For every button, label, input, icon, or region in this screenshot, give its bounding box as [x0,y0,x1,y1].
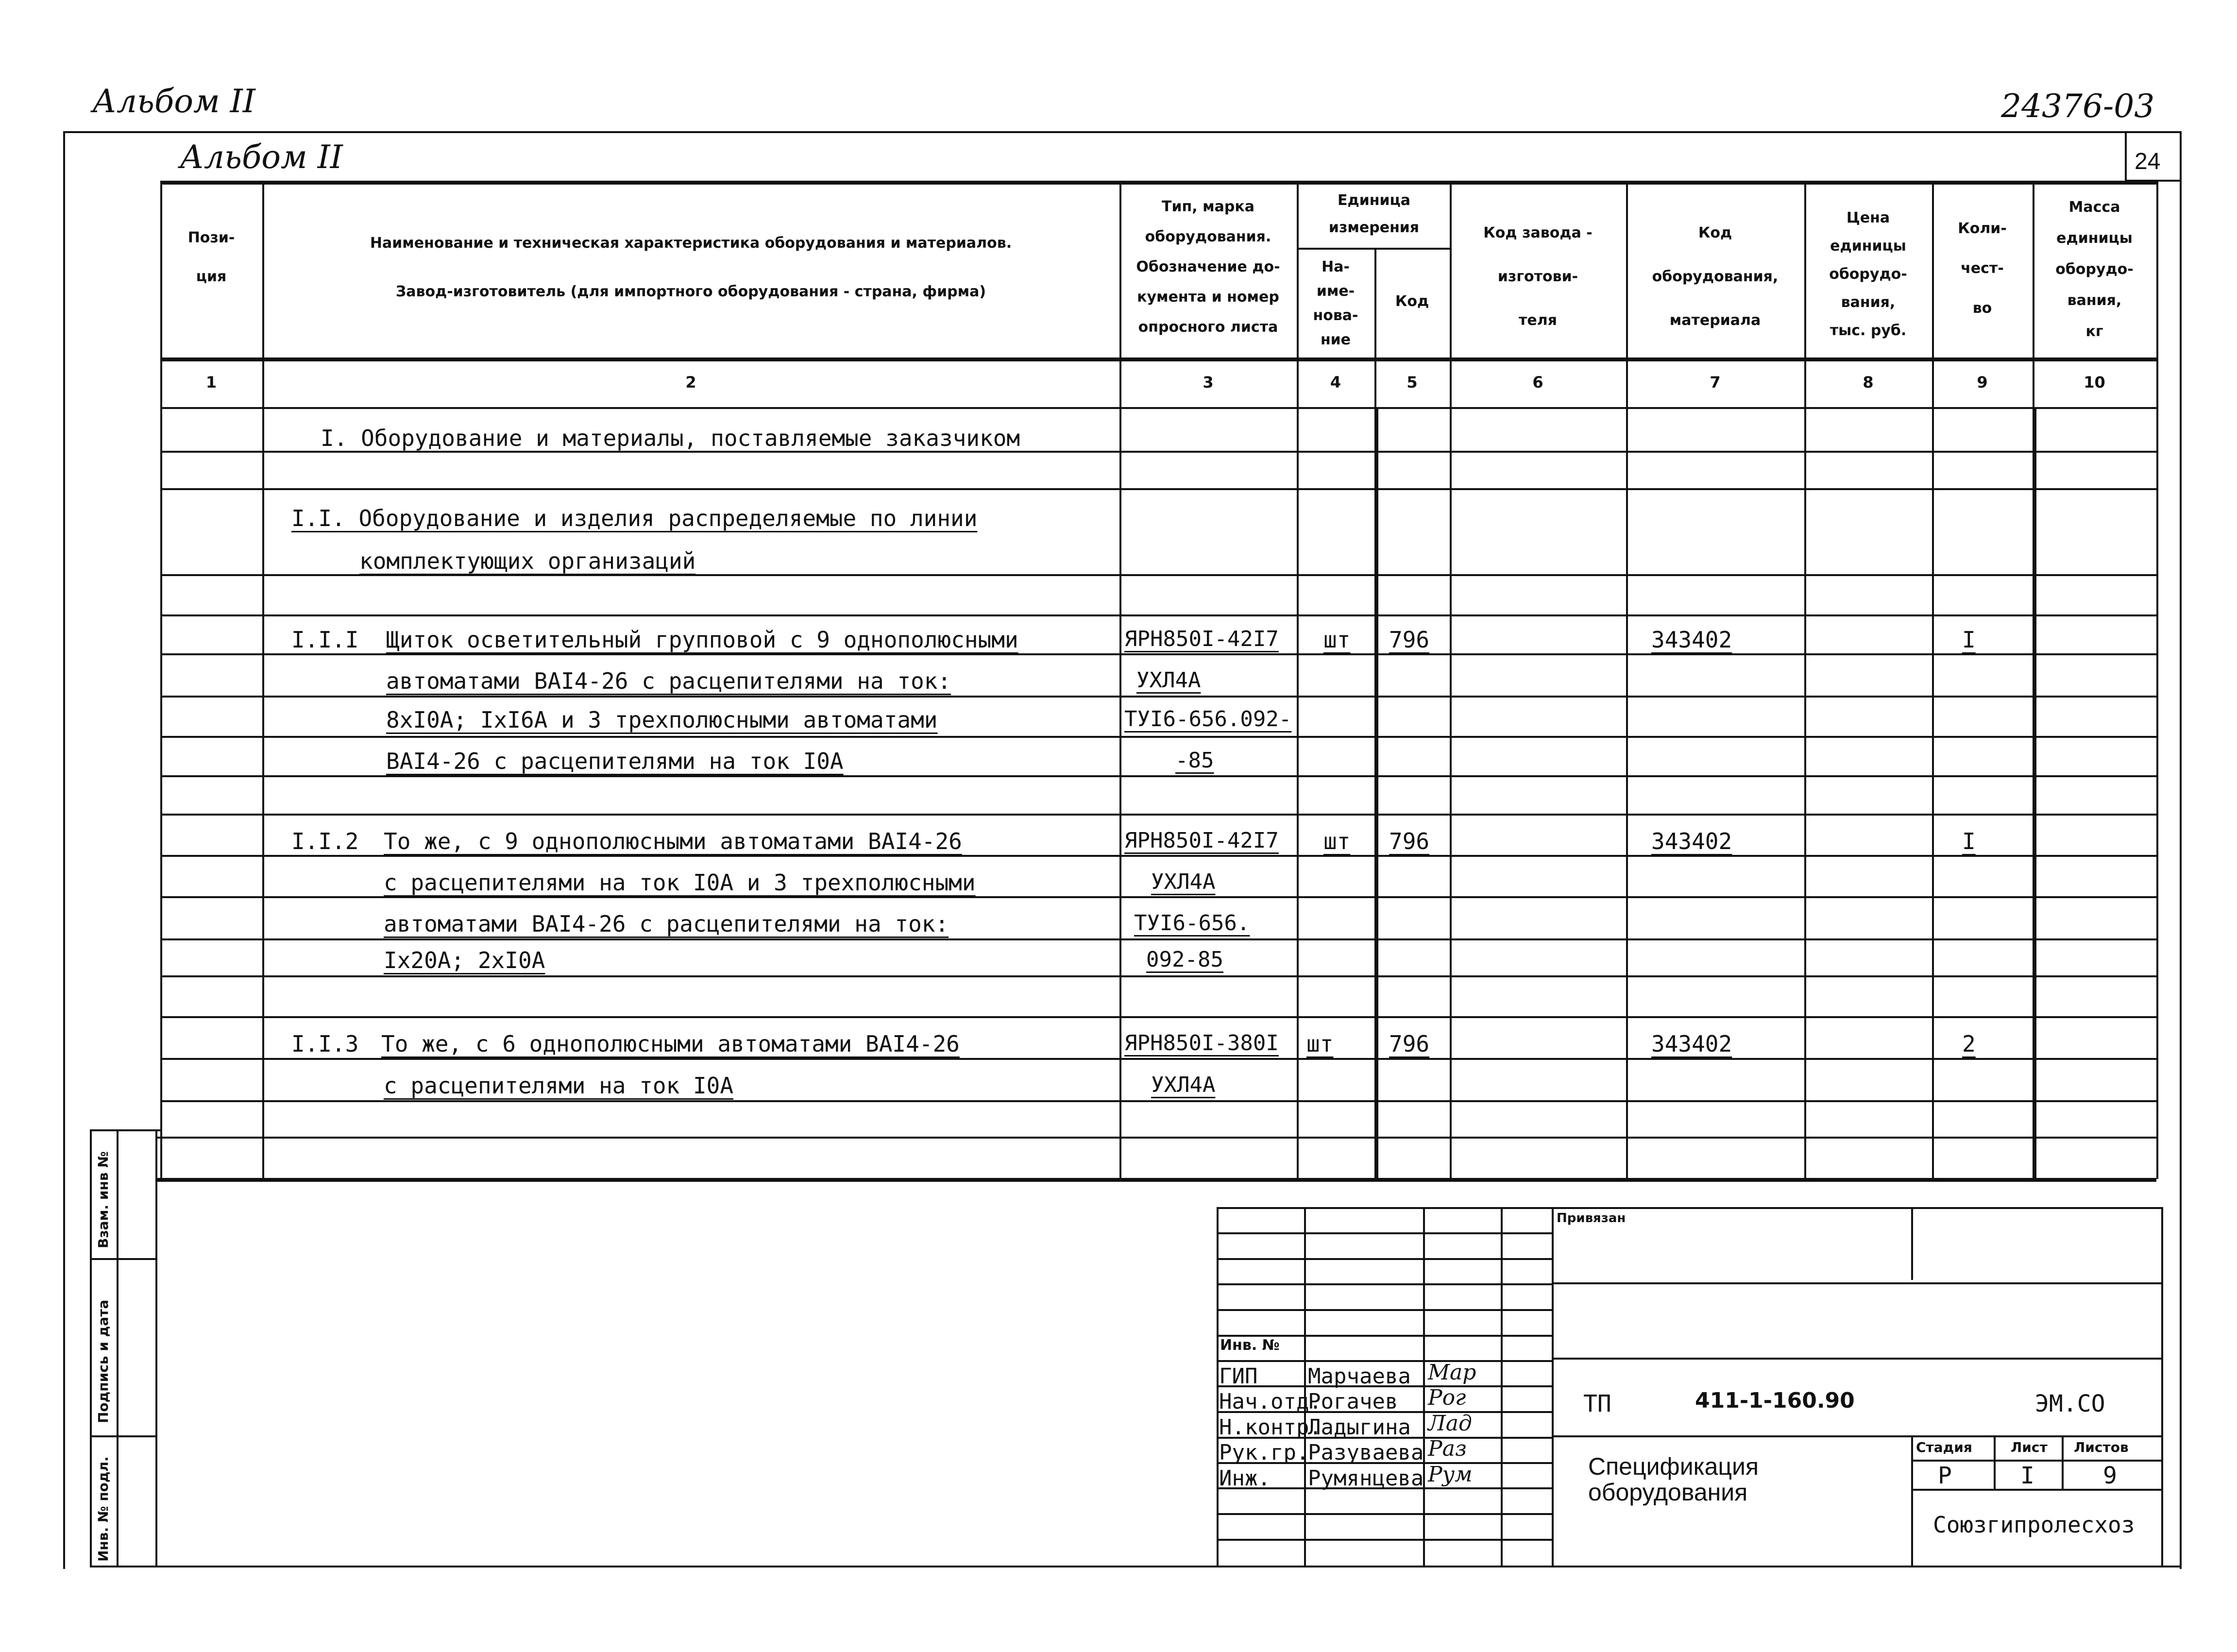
item-name-line: автоматами ВАI4-26 с расцепителями на ток: [386,668,951,694]
title-block-line [1217,1258,1552,1260]
header-manufacturer-code: Код завода - изготови- теля [1483,224,1593,329]
item-name-line: Ix20A; 2xI0A [384,947,545,973]
role-label: Инж. [1219,1466,1271,1491]
side-stamp-top [90,1129,160,1131]
side-stamp-line [90,1258,155,1260]
column-number: 6 [1532,373,1543,392]
column-line [160,181,162,1179]
row-line [160,653,2156,655]
frame-top-line [63,131,2181,133]
signature: Раз [1428,1436,1467,1461]
person-name: Разуваева [1308,1440,1424,1465]
document-mark: ЭМ.СО [2035,1390,2105,1417]
role-label: ГИП [1219,1364,1258,1389]
title-block-line [1552,1358,2161,1360]
header-name-line1: Наименование и техническая характеристика оборудования и материалов. [370,235,1012,252]
header-quantity: Коли- чест- во [1958,220,2007,317]
header-price: Цена единицы оборудо- вания, тыс. руб. [1829,209,1907,339]
row-line [160,855,2156,857]
title-block-col [1552,1207,1554,1567]
side-stamp-line [90,1435,155,1437]
stage-value: Р [1938,1462,1952,1489]
subsection-title-line1: I.I. Оборудование и изделия распределяемые по линии [291,505,978,531]
item-unit-code: 796 [1389,828,1430,854]
row-line [160,896,2156,898]
signature: Лад [1428,1411,1472,1436]
row-line [160,574,2156,576]
item-equipment-code: 343402 [1651,627,1732,653]
item-type-line: УХЛ4А [1151,1073,1216,1097]
person-name: Рогачев [1308,1389,1398,1414]
item-quantity: I [1962,627,1976,653]
signature: Рум [1428,1462,1473,1487]
title-block-line [1552,1435,2161,1437]
side-stamp-vzam: Взам. инв № [95,1151,111,1248]
item-type-line: ТУI6-656.092- [1124,707,1292,732]
column-number: 1 [205,373,217,392]
item-name-line: ВАI4-26 с расцепителями на ток I0A [386,748,844,774]
title-block-line [1552,1282,2161,1284]
item-type-line: ЯРН850I-42I7 [1124,828,1279,853]
row-line [160,775,2156,777]
item-type-line: 092-85 [1146,947,1223,972]
row-line [160,938,2156,940]
frame-right-line [2180,131,2182,1569]
title-block-line [1911,1460,2161,1462]
item-name-line: 8xI0A; IxI6A и 3 трехполюсными автоматами [386,707,938,733]
title-block-col [1994,1435,1996,1489]
item-name-line: автоматами ВАI4-26 с расцепителями на ток: [384,911,949,937]
side-stamp-bottom [90,1566,2180,1567]
item-unit: шт [1323,627,1351,653]
column-line [2156,181,2158,1179]
row-line [160,736,2156,738]
header-mass: Масса единицы оборудо- вания, кг [2055,199,2134,340]
row-line [160,1058,2156,1060]
column-number: 2 [685,373,696,392]
item-equipment-code: 343402 [1651,1031,1732,1057]
title-block-line [1217,1283,1552,1285]
document-title-line2: оборудования [1588,1479,1748,1506]
column-number: 9 [1977,373,1988,392]
column-number: 3 [1203,373,1214,392]
column-number: 10 [2084,373,2105,392]
item-quantity: I [1962,828,1976,854]
header-unit-code: Код [1395,293,1429,310]
item-quantity: 2 [1962,1031,1976,1057]
column-line [1932,181,1934,1179]
title-block-col [1911,1207,1913,1280]
item-name-line: с расцепителями на ток I0A и 3 трехполюсными [384,869,976,896]
side-stamp-podpis: Подпись и дата [95,1299,111,1423]
signature: Мар [1428,1360,1476,1385]
side-stamp-inv-podl: Инв. № подл. [95,1456,111,1562]
title-block-col [2062,1435,2064,1489]
role-label: Н.контр. [1219,1415,1322,1440]
person-name: Ладыгина [1308,1415,1411,1440]
project-code: 411-1-160.90 [1695,1388,1855,1413]
item-unit-code: 796 [1389,627,1430,653]
stage-label: Стадия [1916,1439,1972,1455]
header-position: Пози- ция [187,229,235,285]
album-mark-outer: Альбом II [92,83,255,120]
title-block-col [2161,1207,2163,1567]
column-line [2033,407,2036,1179]
header-unit-group: Единица измерения [1328,192,1420,236]
item-unit: шт [1323,828,1351,854]
side-stamp-divider [117,1129,119,1567]
item-type-line: УХЛ4А [1136,668,1201,693]
column-line [1374,407,1378,1179]
title-block-top [1217,1207,2161,1209]
item-name-line: То же, с 9 однополюсными автоматами ВАI4-26 [384,828,962,854]
title-block-line [1217,1539,1552,1541]
header-unit-name: На- име- нова- ние [1313,258,1358,348]
sheet-value: I [2020,1462,2034,1489]
item-unit: шт [1306,1031,1334,1057]
header-bottom-border [160,358,2156,361]
column-number: 8 [1863,373,1874,392]
table-bottom-border [155,1178,2156,1182]
subsection-title-line2: комплектующих организаций [359,548,696,574]
title-block-line [1217,1232,1552,1234]
header-type: Тип, марка оборудования. Обозначение до- кумента и номер опросного листа [1136,198,1280,336]
side-stamp-divider [90,1129,92,1567]
privyazan-label: Привязан [1557,1211,1626,1226]
section-title: I. Оборудование и материалы, поставляемые заказчиком [321,425,1020,451]
item-name-line: То же, с 6 однополюсными автоматами ВАI4-26 [381,1031,960,1057]
item-name-line: с расцепителями на ток I0A [384,1073,734,1099]
header-name-line2: Завод-изготовитель (для импортного оборудования - страна, фирма) [395,283,986,300]
row-line [160,975,2156,977]
inv-no-label: Инв. № [1220,1337,1280,1354]
column-number: 4 [1330,373,1341,392]
title-block-line [1217,1360,1552,1362]
item-position: I.I.3 [291,1031,359,1057]
item-unit-code: 796 [1389,1031,1430,1057]
role-label: Рук.гр. [1219,1440,1309,1465]
colnum-bottom-border [160,407,2156,409]
document-number: 24376-03 [2001,87,2155,125]
column-number: 5 [1407,373,1418,392]
sheet-label: Лист [2011,1439,2048,1455]
person-name: Марчаева [1308,1364,1411,1389]
sheets-value: 9 [2103,1462,2117,1489]
row-line [160,1016,2156,1018]
column-number: 7 [1710,373,1721,392]
sheet-number: 24 [2135,149,2161,174]
item-type-line: УХЛ4А [1151,869,1216,894]
unit-subheader-line [1297,248,1451,250]
column-line [262,181,264,1179]
row-line [160,1100,2156,1102]
document-title-line1: Спецификация [1588,1453,1759,1480]
row-line [160,696,2156,698]
item-equipment-code: 343402 [1651,828,1732,854]
item-name-line: Щиток осветительный групповой с 9 однополюсными [386,627,1018,653]
row-line [160,488,2156,490]
title-block-col [1911,1435,1913,1567]
sheets-label: Листов [2074,1439,2129,1455]
item-type-line: ЯРН850I-42I7 [1124,627,1279,651]
role-label: Нач.отд. [1219,1389,1322,1414]
item-position: I.I.2 [291,828,359,854]
tp-label: ТП [1583,1390,1611,1417]
side-stamp-divider [155,1129,157,1567]
frame-left-line [63,131,65,1569]
row-line [160,814,2156,816]
row-line [155,1137,2156,1139]
item-type-line: ТУI6-656. [1134,911,1250,936]
album-mark-inner: Альбом II [180,138,343,176]
title-block-line [1217,1309,1552,1311]
header-equipment-code: Код оборудования, материала [1652,224,1779,329]
item-type-line: ЯРН850I-380I [1124,1031,1279,1056]
organization: Союзгипролесхоз [1933,1512,2135,1538]
item-position: I.I.I [291,627,359,653]
row-line [160,614,2156,616]
sheet-box-left [2125,131,2127,180]
item-type-line: -85 [1175,748,1214,773]
title-block-line [1217,1513,1552,1515]
person-name: Румянцева [1308,1466,1424,1491]
table-top-border [160,181,2156,185]
signature: Рог [1428,1385,1466,1410]
